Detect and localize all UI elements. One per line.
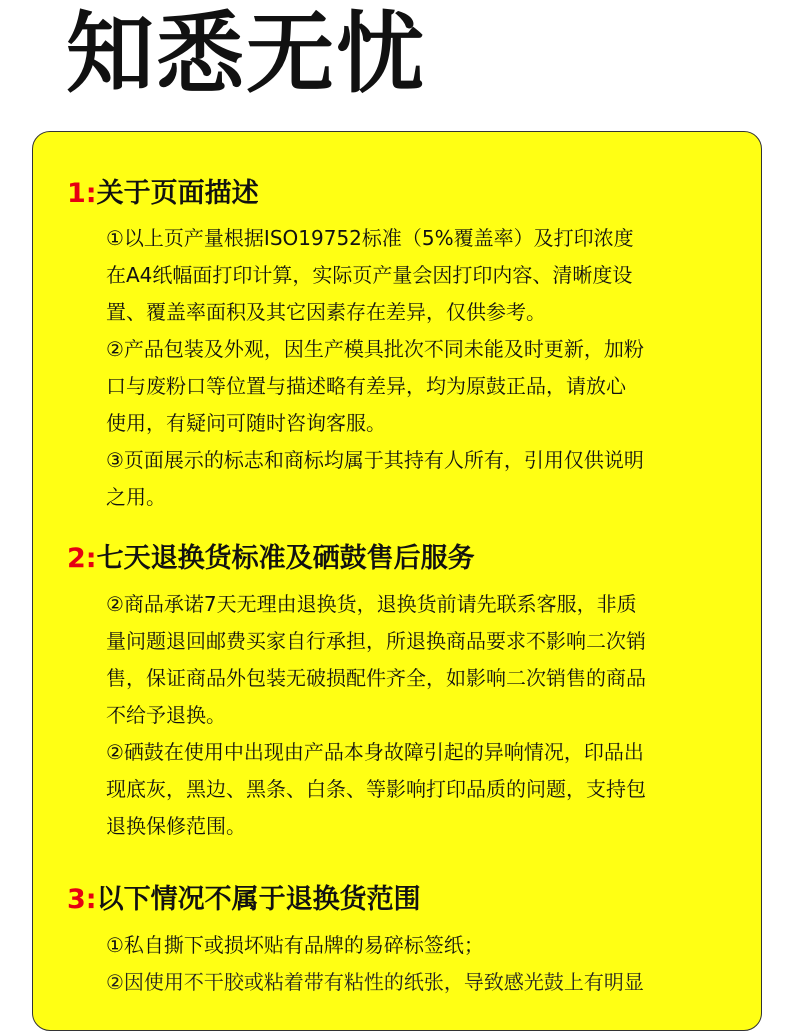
section-title: 七天退换货标准及硒鼓售后服务 <box>96 543 475 574</box>
body-line: 售，保证商品外包装无破损配件齐全，如影响二次销售的商品 <box>106 666 646 690</box>
body-line: 不给予退换。 <box>106 703 226 727</box>
body-line: ②产品包装及外观，因生产模具批次不同未能及时更新，加粉 <box>106 337 644 361</box>
body-line: 置、覆盖率面积及其它因素存在差异，仅供参考。 <box>106 300 546 324</box>
body-line: 量问题退回邮费买家自行承担，所退换商品要求不影响二次销 <box>106 629 646 653</box>
section-body <box>106 927 726 1001</box>
body-line: ②硒鼓在使用中出现由产品本身故障引起的异响情况，印品出 <box>106 740 644 764</box>
page-title: 知悉无忧 <box>66 2 427 105</box>
section-heading <box>67 176 259 212</box>
notice-panel <box>32 131 762 1031</box>
section-heading <box>67 882 421 918</box>
section-body <box>106 586 726 845</box>
body-line: ①以上页产量根据ISO19752标准（5%覆盖率）及打印浓度 <box>106 226 634 250</box>
body-line: 现底灰，黑边、黑条、白条、等影响打印品质的问题，支持包 <box>106 777 646 801</box>
section-title: 关于页面描述 <box>96 178 259 209</box>
body-line: ③页面展示的标志和商标均属于其持有人所有，引用仅供说明 <box>106 448 644 472</box>
section-body <box>106 220 726 516</box>
section-number: 3: <box>67 884 97 915</box>
section-heading <box>67 541 475 577</box>
section-number: 1: <box>67 178 97 209</box>
body-line: ②因使用不干胶或粘着带有粘性的纸张，导致感光鼓上有明显 <box>106 970 644 994</box>
body-line: 在A4纸幅面打印计算，实际页产量会因打印内容、清晰度设 <box>106 263 633 287</box>
body-line: 之用。 <box>106 485 166 509</box>
body-line: ①私自撕下或损坏贴有品牌的易碎标签纸； <box>106 933 484 957</box>
section-title: 以下情况不属于退换货范围 <box>96 884 421 915</box>
body-line: 退换保修范围。 <box>106 814 246 838</box>
body-line: ②商品承诺7天无理由退换货，退换货前请先联系客服，非质 <box>106 592 637 616</box>
body-line: 使用，有疑问可随时咨询客服。 <box>106 411 386 435</box>
body-line: 口与废粉口等位置与描述略有差异，均为原鼓正品，请放心 <box>106 374 626 398</box>
section-number: 2: <box>67 543 97 574</box>
